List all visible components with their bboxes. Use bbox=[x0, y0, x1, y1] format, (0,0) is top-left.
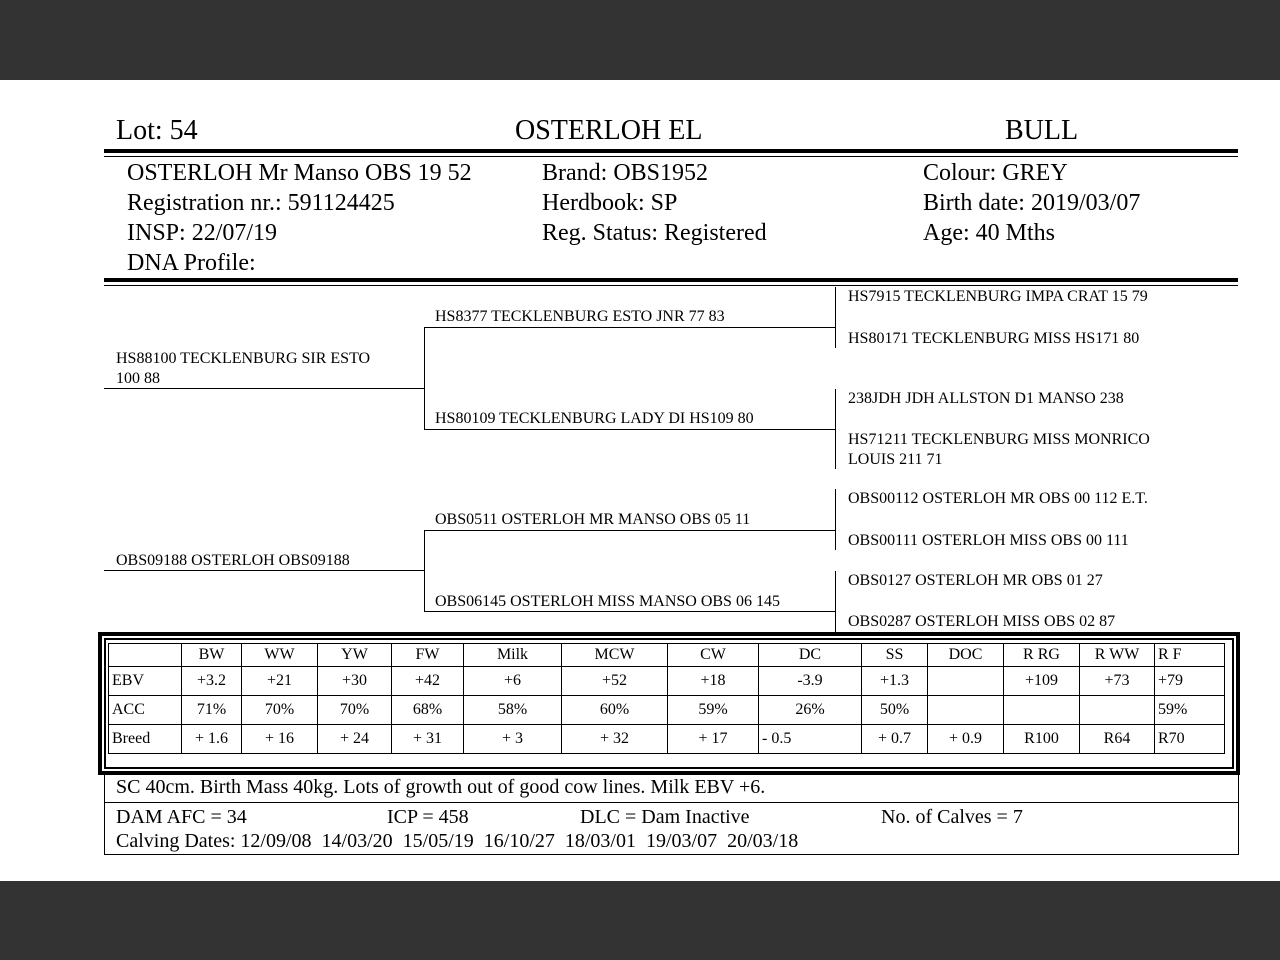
sire-sire-line bbox=[424, 327, 836, 328]
dd-sire-name: OBS0127 OSTERLOH MR OBS 01 27 bbox=[848, 572, 1103, 589]
table-cell: R64 bbox=[1080, 725, 1155, 754]
dam-sire-line bbox=[424, 530, 836, 531]
table-cell: +30 bbox=[318, 667, 392, 696]
row-label: Breed bbox=[109, 725, 182, 754]
sd-dam-name-line2: LOUIS 211 71 bbox=[848, 451, 943, 468]
dam-dam-bracket bbox=[835, 571, 836, 632]
ebv-col-header: WW bbox=[242, 644, 318, 667]
calving-dates: Calving Dates: 12/09/08 14/03/20 15/05/19 16/10/27 18/03/01 19/03/07 20/03/18 bbox=[116, 830, 799, 852]
row-label: ACC bbox=[109, 696, 182, 725]
dam-name: OBS09188 OSTERLOH OBS09188 bbox=[116, 552, 350, 569]
table-cell: 26% bbox=[759, 696, 862, 725]
ss-dam-name: HS80171 TECKLENBURG MISS HS171 80 bbox=[848, 330, 1140, 347]
ds-sire-name: OBS00112 OSTERLOH MR OBS 00 112 E.T. bbox=[848, 490, 1148, 507]
ebv-row-acc bbox=[109, 696, 1225, 725]
table-cell: 50% bbox=[862, 696, 928, 725]
herdbook: Herdbook: SP bbox=[542, 190, 678, 216]
animal-type: BULL bbox=[1005, 115, 1079, 146]
bottom-dark-band bbox=[0, 881, 1280, 960]
dam-sire-name: OBS0511 OSTERLOH MR MANSO OBS 05 11 bbox=[435, 511, 751, 528]
dna-profile: DNA Profile: bbox=[127, 250, 256, 276]
ds-dam-name: OBS00111 OSTERLOH MISS OBS 00 111 bbox=[848, 532, 1129, 549]
table-cell: R100 bbox=[1004, 725, 1080, 754]
registration-number: Registration nr.: 591124425 bbox=[127, 190, 395, 216]
ebv-row-breed bbox=[109, 725, 1225, 754]
table-cell: +6 bbox=[464, 667, 562, 696]
table-cell: +3.2 bbox=[182, 667, 242, 696]
sire-bracket bbox=[424, 327, 425, 429]
ebv-col-header: SS bbox=[862, 644, 928, 667]
table-cell: +42 bbox=[392, 667, 464, 696]
table-cell: +73 bbox=[1080, 667, 1155, 696]
registration-status: Reg. Status: Registered bbox=[542, 220, 767, 246]
ebv-col-header: R WW bbox=[1080, 644, 1155, 667]
table-cell: +79 bbox=[1155, 667, 1225, 696]
table-cell: + 31 bbox=[392, 725, 464, 754]
table-cell: + 0.7 bbox=[862, 725, 928, 754]
comment-text: SC 40cm. Birth Mass 40kg. Lots of growth out of good cow lines. Milk EBV +6. bbox=[116, 776, 766, 798]
dlc: DLC = Dam Inactive bbox=[580, 806, 750, 828]
ebv-col-header: BW bbox=[182, 644, 242, 667]
table-cell: -3.9 bbox=[759, 667, 862, 696]
sire-dam-line bbox=[424, 429, 836, 430]
table-cell: 70% bbox=[242, 696, 318, 725]
table-cell: + 16 bbox=[242, 725, 318, 754]
table-cell: +109 bbox=[1004, 667, 1080, 696]
table-cell: +21 bbox=[242, 667, 318, 696]
table-cell: + 1.6 bbox=[182, 725, 242, 754]
table-cell: 59% bbox=[1155, 696, 1225, 725]
table-cell: - 0.5 bbox=[759, 725, 862, 754]
info-rule-thin bbox=[104, 285, 1238, 286]
table-cell bbox=[1004, 696, 1080, 725]
table-cell: + 17 bbox=[668, 725, 759, 754]
dam-dam-name: OBS06145 OSTERLOH MISS MANSO OBS 06 145 bbox=[435, 593, 780, 610]
inspection-date: INSP: 22/07/19 bbox=[127, 220, 278, 246]
table-cell: + 3 bbox=[464, 725, 562, 754]
ebv-header-row bbox=[109, 644, 1225, 667]
dam-bracket bbox=[424, 530, 425, 611]
table-cell: 60% bbox=[562, 696, 668, 725]
table-cell: + 0.9 bbox=[928, 725, 1004, 754]
table-cell: +52 bbox=[562, 667, 668, 696]
table-cell bbox=[928, 667, 1004, 696]
ebv-col-header: R F bbox=[1155, 644, 1225, 667]
ebv-col-header: MCW bbox=[562, 644, 668, 667]
ebv-row-ebv bbox=[109, 667, 1225, 696]
dam-afc: DAM AFC = 34 bbox=[116, 806, 247, 828]
number-of-calves: No. of Calves = 7 bbox=[881, 806, 1023, 828]
animal-title: OSTERLOH EL bbox=[515, 115, 703, 146]
sire-name-line1: HS88100 TECKLENBURG SIR ESTO bbox=[116, 350, 371, 367]
table-cell: + 32 bbox=[562, 725, 668, 754]
dam-dam-line bbox=[424, 611, 836, 612]
lot-number: Lot: 54 bbox=[116, 115, 198, 146]
table-cell: +18 bbox=[668, 667, 759, 696]
dd-dam-name: OBS0287 OSTERLOH MISS OBS 02 87 bbox=[848, 613, 1116, 630]
ebv-col-header: Milk bbox=[464, 644, 562, 667]
ebv-col-header: R RG bbox=[1004, 644, 1080, 667]
sire-dam-bracket bbox=[835, 389, 836, 469]
colour: Colour: GREY bbox=[923, 160, 1068, 186]
sire-dam-name: HS80109 TECKLENBURG LADY DI HS109 80 bbox=[435, 410, 754, 427]
animal-name: OSTERLOH Mr Manso OBS 19 52 bbox=[127, 160, 472, 186]
birth-date: Birth date: 2019/03/07 bbox=[923, 190, 1141, 216]
top-dark-band bbox=[0, 0, 1280, 80]
dam-line bbox=[104, 570, 425, 571]
icp: ICP = 458 bbox=[387, 806, 469, 828]
table-cell: R70 bbox=[1155, 725, 1225, 754]
ss-sire-name: HS7915 TECKLENBURG IMPA CRAT 15 79 bbox=[848, 288, 1148, 305]
sire-sire-name: HS8377 TECKLENBURG ESTO JNR 77 83 bbox=[435, 308, 725, 325]
sd-dam-name-line1: HS71211 TECKLENBURG MISS MONRICO bbox=[848, 431, 1150, 448]
ebv-col-header: FW bbox=[392, 644, 464, 667]
header-rule-thin bbox=[104, 156, 1238, 157]
ebv-col-header bbox=[109, 644, 182, 667]
table-cell: 59% bbox=[668, 696, 759, 725]
table-cell: +1.3 bbox=[862, 667, 928, 696]
table-cell: 71% bbox=[182, 696, 242, 725]
ebv-table bbox=[108, 643, 1225, 754]
ebv-col-header: YW bbox=[318, 644, 392, 667]
sire-line bbox=[104, 388, 425, 389]
table-cell: 58% bbox=[464, 696, 562, 725]
header-rule-thick bbox=[104, 149, 1238, 153]
table-cell bbox=[1080, 696, 1155, 725]
ebv-col-header: DOC bbox=[928, 644, 1004, 667]
table-cell: 70% bbox=[318, 696, 392, 725]
sd-sire-name: 238JDH JDH ALLSTON D1 MANSO 238 bbox=[848, 390, 1124, 407]
ebv-col-header: DC bbox=[759, 644, 862, 667]
info-rule-thick bbox=[104, 278, 1238, 282]
table-cell: + 24 bbox=[318, 725, 392, 754]
age: Age: 40 Mths bbox=[923, 220, 1055, 246]
table-cell bbox=[928, 696, 1004, 725]
sire-name-line2: 100 88 bbox=[116, 370, 160, 387]
table-cell: 68% bbox=[392, 696, 464, 725]
brand: Brand: OBS1952 bbox=[542, 160, 709, 186]
notes-divider bbox=[104, 802, 1239, 803]
dam-sire-bracket bbox=[835, 489, 836, 550]
ebv-col-header: CW bbox=[668, 644, 759, 667]
sire-sire-bracket bbox=[835, 287, 836, 348]
row-label: EBV bbox=[109, 667, 182, 696]
